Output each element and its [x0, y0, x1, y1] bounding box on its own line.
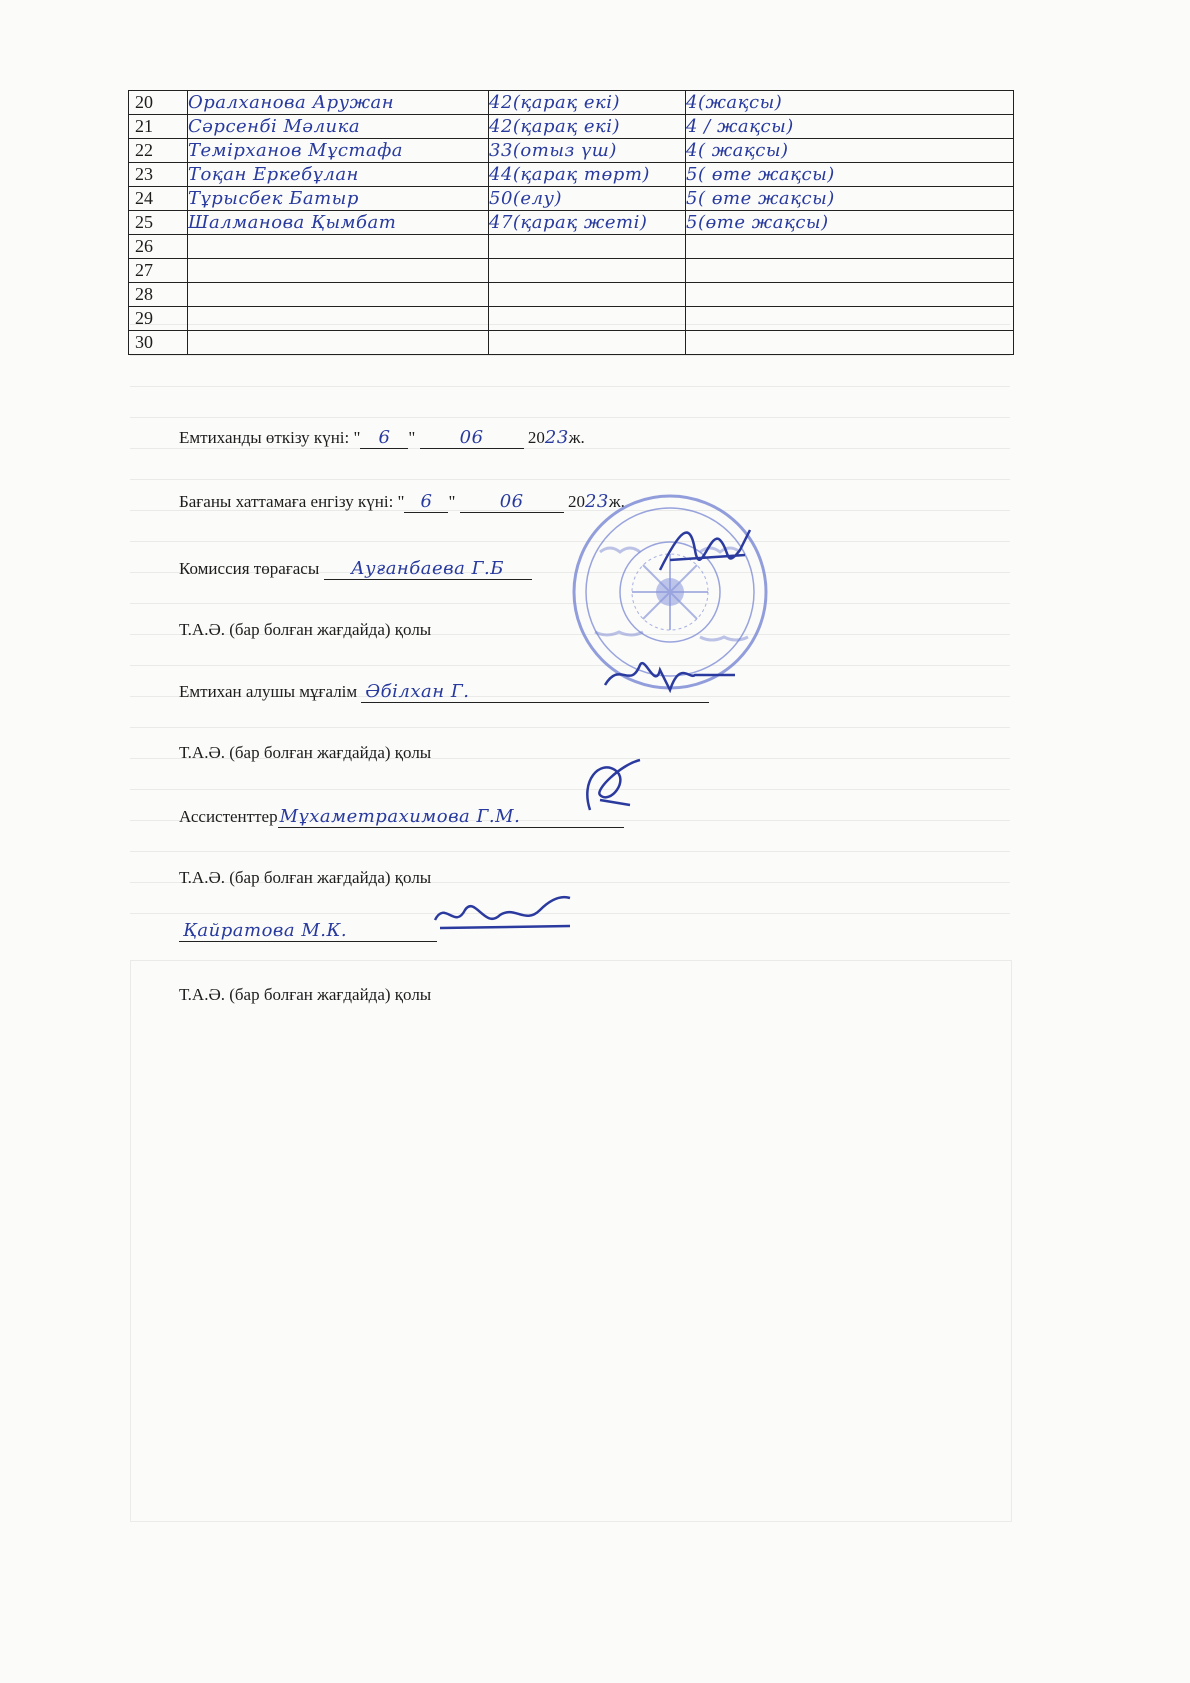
student-name: Сәрсенбі Мәлика [188, 115, 489, 139]
row-number: 20 [129, 91, 188, 115]
exam-date-suffix: ж. [568, 428, 585, 447]
table-row [129, 259, 1014, 283]
assistant-2-signature-icon [430, 890, 580, 940]
score-cell: 47(қарақ жеті) [489, 211, 686, 235]
table-row [129, 163, 1014, 187]
assistant-name-2: Қайратова М.К. [179, 920, 437, 942]
grade-cell [686, 283, 1014, 307]
grade-cell: 4( жақсы) [686, 139, 1014, 163]
protocol-date-year-prefix: 20 [567, 492, 585, 511]
student-name: Тұрысбек Батыр [188, 187, 489, 211]
grade-cell [686, 307, 1014, 331]
assistants-label: Ассистенттер [179, 807, 278, 826]
score-cell [489, 331, 686, 355]
row-number: 27 [129, 259, 188, 283]
exam-date-year-suffix: 23 [544, 427, 569, 448]
row-number: 30 [129, 331, 188, 355]
grade-cell: 4 / жақсы) [686, 115, 1014, 139]
grade-cell: 5(өте жақсы) [686, 211, 1014, 235]
assistant-signature-icon [570, 750, 650, 820]
table-row [129, 211, 1014, 235]
row-number: 24 [129, 187, 188, 211]
fio-caption-2: Т.А.Ә. (бар болған жағдайда) қолы [179, 743, 432, 762]
table-row [129, 331, 1014, 355]
teacher-signature-icon [600, 650, 740, 700]
row-number: 21 [129, 115, 188, 139]
protocol-date-line: Бағаны хаттамаға енгізу күні: " 6 " 06 2023ж. [179, 491, 625, 512]
row-number: 28 [129, 283, 188, 307]
score-cell [489, 283, 686, 307]
grades-table [128, 90, 1014, 355]
student-name: Темірханов Мұстафа [188, 139, 489, 163]
chair-label: Комиссия төрағасы [179, 559, 320, 578]
grade-cell: 5( өте жақсы) [686, 163, 1014, 187]
teacher-name: Әбілхан Г. [361, 681, 709, 703]
chair-name: Ауғанбаева Г.Б [324, 558, 532, 580]
teacher-label: Емтихан алушы мұғалім [179, 682, 358, 701]
protocol-date-suffix: ж. [608, 492, 625, 511]
score-cell [489, 235, 686, 259]
table-row [129, 115, 1014, 139]
assistants-line [179, 806, 624, 828]
grade-cell [686, 259, 1014, 283]
table-row [129, 283, 1014, 307]
student-name: Тоқан Еркебұлан [188, 163, 489, 187]
student-name: Оралханова Аружан [188, 91, 489, 115]
score-cell: 42(қарақ екі) [489, 91, 686, 115]
fio-caption-3: Т.А.Ә. (бар болған жағдайда) қолы [179, 868, 432, 887]
chair-line [179, 558, 532, 580]
student-name: Шалманова Қымбат [188, 211, 489, 235]
table-row [129, 235, 1014, 259]
student-name [188, 307, 489, 331]
table-row [129, 139, 1014, 163]
fio-caption-1: Т.А.Ә. (бар болған жағдайда) қолы [179, 620, 432, 639]
score-cell [489, 259, 686, 283]
assistant-2-line [179, 920, 437, 942]
table-row [129, 91, 1014, 115]
exam-date-day: 6 [360, 427, 408, 449]
table-row [129, 307, 1014, 331]
score-cell: 42(қарақ екі) [489, 115, 686, 139]
score-cell: 50(елу) [489, 187, 686, 211]
fio-caption-4: Т.А.Ә. (бар болған жағдайда) қолы [179, 985, 432, 1004]
grade-cell: 4(жақсы) [686, 91, 1014, 115]
student-name [188, 235, 489, 259]
grade-cell: 5( өте жақсы) [686, 187, 1014, 211]
protocol-date-day: 6 [404, 491, 448, 513]
protocol-date-year-suffix: 23 [584, 491, 609, 512]
assistant-name-1: Мұхаметрахимова Г.М. [278, 806, 624, 828]
row-number: 25 [129, 211, 188, 235]
grade-cell [686, 235, 1014, 259]
protocol-date-month: 06 [460, 491, 564, 513]
exam-date-label: Емтиханды өткізу күні: " [179, 428, 361, 447]
score-cell: 33(отыз үш) [489, 139, 686, 163]
exam-date-month: 06 [420, 427, 524, 449]
protocol-date-label: Бағаны хаттамаға енгізу күні: " [179, 492, 405, 511]
row-number: 23 [129, 163, 188, 187]
exam-date-line: Емтиханды өткізу күні: " 6 " 06 2023ж. [179, 427, 585, 448]
chair-signature-icon [650, 510, 760, 590]
score-cell [489, 307, 686, 331]
grade-cell [686, 331, 1014, 355]
row-number: 29 [129, 307, 188, 331]
row-number: 22 [129, 139, 188, 163]
student-name [188, 283, 489, 307]
row-number: 26 [129, 235, 188, 259]
exam-date-year-prefix: 20 [527, 428, 545, 447]
student-name [188, 331, 489, 355]
table-row [129, 187, 1014, 211]
score-cell: 44(қарақ төрт) [489, 163, 686, 187]
student-name [188, 259, 489, 283]
